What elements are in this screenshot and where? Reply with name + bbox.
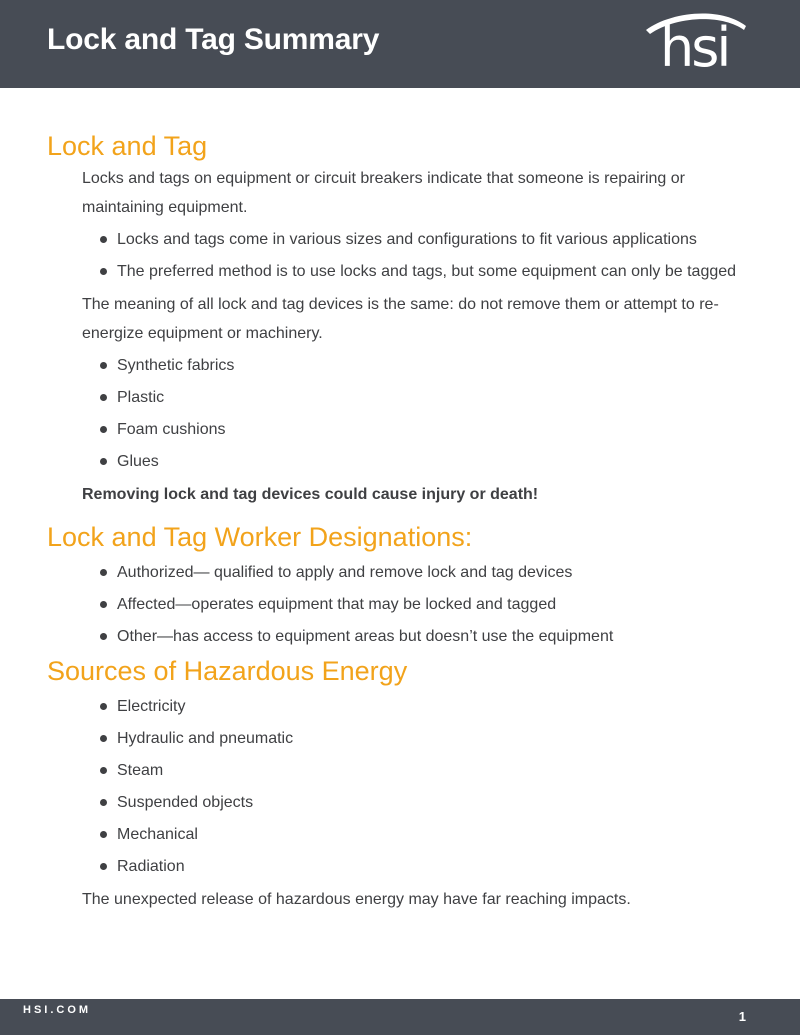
page-number: 1 — [738, 1009, 746, 1024]
list-item: Other—has access to equipment areas but doesn’t use the equipment — [99, 622, 747, 651]
bullet-icon — [100, 236, 107, 243]
section-heading-lock-and-tag: Lock and Tag — [47, 131, 208, 161]
page-footer — [0, 999, 800, 1035]
intro-paragraph: Locks and tags on equipment or circuit breakers indicate that someone is repairing or maintaining equipment. — [82, 170, 685, 216]
bullet-icon — [100, 633, 107, 640]
bullet-icon — [100, 394, 107, 401]
list-item: Steam — [99, 756, 747, 785]
bullet-icon — [100, 831, 107, 838]
list-item: Locks and tags come in various sizes and configurations to fit various applications — [99, 225, 747, 254]
lock-tag-info-list — [47, 225, 747, 286]
list-item: Electricity — [99, 692, 747, 721]
bullet-icon — [100, 767, 107, 774]
logo-text: hsi — [660, 16, 729, 79]
bullet-icon — [100, 362, 107, 369]
hsi-logo — [640, 8, 752, 78]
document-body — [47, 128, 747, 914]
list-item: Synthetic fabrics — [99, 351, 747, 380]
list-item: Mechanical — [99, 820, 747, 849]
list-item: Affected—operates equipment that may be locked and tagged — [99, 590, 747, 619]
list-item: The preferred method is to use locks and tags, but some equipment can only be tagged — [99, 257, 747, 286]
page-header — [0, 0, 800, 88]
page-title: Lock and Tag Summary — [47, 23, 380, 56]
list-item: Glues — [99, 447, 747, 476]
bullet-icon — [100, 735, 107, 742]
meaning-paragraph: The meaning of all lock and tag devices is the same: do not remove them or attempt to re-energize equipment or machinery. — [82, 296, 719, 342]
bullet-icon — [100, 799, 107, 806]
warning-text: Removing lock and tag devices could cause injury or death! — [82, 486, 539, 503]
worker-designations-list — [47, 558, 747, 651]
closing-paragraph: The unexpected release of hazardous energy may have far reaching impacts. — [82, 891, 631, 908]
bullet-icon — [100, 458, 107, 465]
bullet-icon — [100, 703, 107, 710]
bullet-icon — [100, 601, 107, 608]
bullet-icon — [100, 863, 107, 870]
section-heading-worker-designations: Lock and Tag Worker Designations: — [47, 522, 473, 552]
list-item: Authorized— qualified to apply and remove lock and tag devices — [99, 558, 747, 587]
bullet-icon — [100, 426, 107, 433]
bullet-icon — [100, 268, 107, 275]
list-item: Suspended objects — [99, 788, 747, 817]
energy-sources-list — [47, 692, 747, 881]
bullet-icon — [100, 569, 107, 576]
list-item: Radiation — [99, 852, 747, 881]
materials-list — [47, 351, 747, 476]
section-heading-hazardous-energy: Sources of Hazardous Energy — [47, 656, 408, 686]
list-item: Plastic — [99, 383, 747, 412]
footer-website: HSI.COM — [23, 1004, 92, 1016]
list-item: Foam cushions — [99, 415, 747, 444]
list-item: Hydraulic and pneumatic — [99, 724, 747, 753]
